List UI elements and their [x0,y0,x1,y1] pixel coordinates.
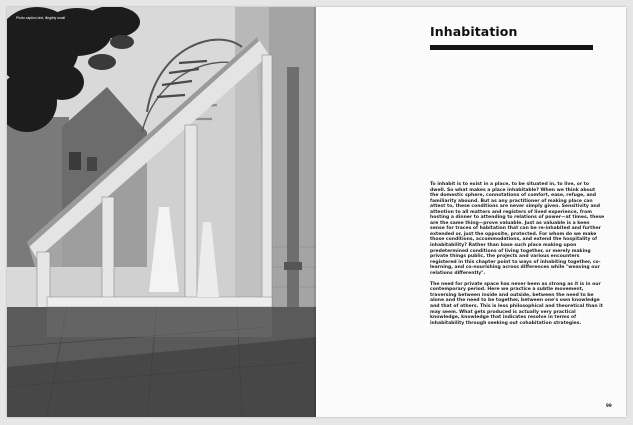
structure-photo [7,7,316,417]
book-spread [7,7,626,417]
photo-page [7,7,316,417]
page-number: 99 [606,403,612,408]
photo-caption: Photo caption text, illegibly small [16,16,66,20]
text-page [316,7,626,417]
chapter-title: Inhabitation [430,24,518,39]
title-rule [430,45,593,50]
body-paragraph-2: The need for private space has never been as strong as it is in our contemporary period. Here we practice a subtle movement, traversing between inside and outside, between the need to be alone and the need to be together, between one's own knowledge and that of others. This is less philosophical and theoretical than it may seem. What gets produced is actually very practical knowledge, knowledge that indicates resolve in terms of inhabitability through seeking out cohabitation strategies. [430,281,603,326]
body-paragraph-1: To inhabit is to exist in a place, to be situated in, to live, or to dwell. So what makes a place inhabitable? When we think about the domestic sphere, connotations of comfort, ease, refuge, and familiarity abound. But as any practitioner of making place can attest to, these conditions are never simply given. Sensitivity and attention to all matters and registers of lived experience, from hosting a dinner to attending to relations of power—at times, these are the same thing—prove valuable. Just as valuable is a keen sense for traces of habitation that can be re-inhabited and further extended or, just the opposite, protected. For whom do we make those conditions, accommodations, and extend the hospitality of inhabitability? Rather than base such place making upon predetermined conditions of living together, or merely making private things public, the projects and various encounters registered in this chapter point to ways of inhabiting together, co-learning, and co-nourishing across differences while "weaving our relations differently". [430,182,605,276]
body-text [430,182,605,332]
